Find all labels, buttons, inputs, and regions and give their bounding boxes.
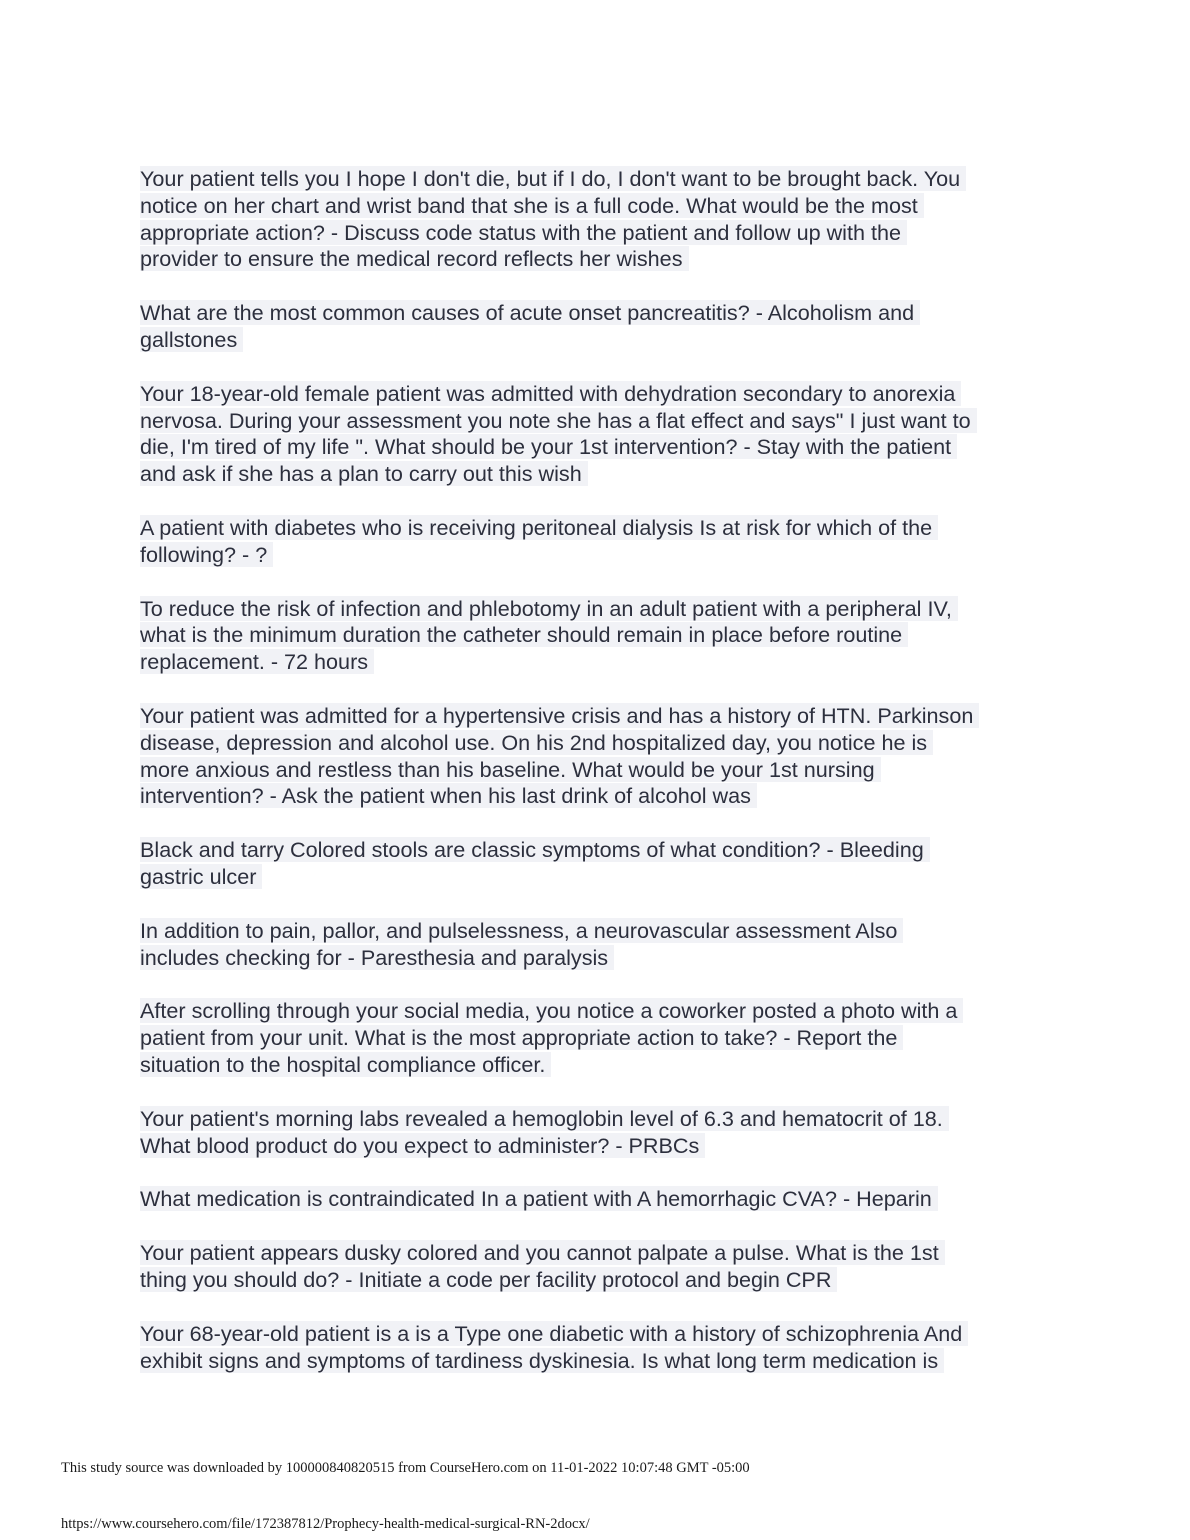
qa-line-text: exhibit signs and symptoms of tardiness dyskinesia. Is what long term medication is: [140, 1348, 944, 1373]
qa-line-text: What blood product do you expect to administer? - PRBCs: [140, 1133, 705, 1158]
qa-line-text: provider to ensure the medical record reflects her wishes: [140, 246, 689, 271]
qa-line: [140, 596, 1050, 623]
qa-line: [140, 1186, 1050, 1213]
qa-line: [140, 1133, 1050, 1160]
qa-item: [140, 515, 1050, 569]
qa-line-text: more anxious and restless than his baseline. What would be your 1st nursing: [140, 757, 881, 782]
qa-line-text: Your patient tells you I hope I don't die, but if I do, I don't want to be brought back. You: [140, 166, 966, 191]
qa-line-text: Your patient was admitted for a hypertensive crisis and has a history of HTN. Parkinson: [140, 703, 979, 728]
qa-line-text: notice on her chart and wrist band that she is a full code. What would be the most: [140, 193, 924, 218]
qa-line-text: Your 68-year-old patient is a is a Type one diabetic with a history of schizophrenia And: [140, 1321, 968, 1346]
qa-item: [140, 1321, 1050, 1375]
qa-line: [140, 1052, 1050, 1079]
qa-line: [140, 1106, 1050, 1133]
qa-item: [140, 381, 1050, 488]
qa-line: [140, 1267, 1050, 1294]
qa-line: [140, 998, 1050, 1025]
qa-item: [140, 703, 1050, 810]
qa-item: [140, 1240, 1050, 1294]
qa-line-text: die, I'm tired of my life ". What should be your 1st intervention? - Stay with the patient: [140, 434, 957, 459]
qa-line: [140, 649, 1050, 676]
qa-line: [140, 434, 1050, 461]
qa-line-text: Black and tarry Colored stools are classic symptoms of what condition? - Bleeding: [140, 837, 930, 862]
qa-line-text: thing you should do? - Initiate a code per facility protocol and begin CPR: [140, 1267, 837, 1292]
qa-line: [140, 166, 1050, 193]
qa-item: [140, 1186, 1050, 1213]
qa-item: [140, 166, 1050, 273]
qa-line-text: After scrolling through your social media, you notice a coworker posted a photo with a: [140, 998, 963, 1023]
source-url-link[interactable]: https://www.coursehero.com/file/172387812/Prophecy-health-medical-surgical-RN-2docx/: [61, 1516, 590, 1532]
qa-line: [140, 381, 1050, 408]
qa-line: [140, 246, 1050, 273]
qa-line: [140, 703, 1050, 730]
qa-line-text: includes checking for - Paresthesia and paralysis: [140, 945, 614, 970]
qa-item: [140, 998, 1050, 1078]
qa-line-text: What medication is contraindicated In a patient with A hemorrhagic CVA? - Heparin: [140, 1186, 938, 1211]
qa-line: [140, 1240, 1050, 1267]
qa-list: [140, 166, 1050, 1401]
qa-line-text: situation to the hospital compliance officer.: [140, 1052, 551, 1077]
qa-line-text: patient from your unit. What is the most appropriate action to take? - Report the: [140, 1025, 903, 1050]
qa-line: [140, 408, 1050, 435]
qa-line: [140, 730, 1050, 757]
qa-line-text: appropriate action? - Discuss code status with the patient and follow up with the: [140, 220, 907, 245]
qa-line: [140, 945, 1050, 972]
download-source-notice: This study source was downloaded by 100000840820515 from CourseHero.com on 11-01-2022 10:07:48 GMT -05:00: [61, 1460, 750, 1476]
qa-item: [140, 918, 1050, 972]
qa-line-text: and ask if she has a plan to carry out this wish: [140, 461, 588, 486]
qa-line-text: gallstones: [140, 327, 243, 352]
qa-line-text: nervosa. During your assessment you note she has a flat effect and says" I just want to: [140, 408, 977, 433]
qa-line: [140, 864, 1050, 891]
qa-line-text: gastric ulcer: [140, 864, 262, 889]
qa-line-text: what is the minimum duration the catheter should remain in place before routine: [140, 622, 908, 647]
qa-line: [140, 783, 1050, 810]
qa-line-text: Your patient appears dusky colored and you cannot palpate a pulse. What is the 1st: [140, 1240, 945, 1265]
qa-line: [140, 1321, 1050, 1348]
qa-line: [140, 837, 1050, 864]
qa-line: [140, 542, 1050, 569]
qa-line-text: What are the most common causes of acute onset pancreatitis? - Alcoholism and: [140, 300, 920, 325]
qa-line: [140, 1025, 1050, 1052]
qa-line: [140, 300, 1050, 327]
qa-line-text: Your patient's morning labs revealed a hemoglobin level of 6.3 and hematocrit of 18.: [140, 1106, 949, 1131]
qa-line: [140, 515, 1050, 542]
qa-item: [140, 300, 1050, 354]
qa-item: [140, 837, 1050, 891]
qa-line-text: A patient with diabetes who is receiving peritoneal dialysis Is at risk for which of the: [140, 515, 938, 540]
qa-item: [140, 1106, 1050, 1160]
qa-line: [140, 757, 1050, 784]
qa-line-text: following? - ?: [140, 542, 273, 567]
qa-line-text: disease, depression and alcohol use. On his 2nd hospitalized day, you notice he is: [140, 730, 933, 755]
qa-line: [140, 193, 1050, 220]
qa-line: [140, 622, 1050, 649]
qa-line: [140, 327, 1050, 354]
qa-line: [140, 461, 1050, 488]
qa-line: [140, 220, 1050, 247]
qa-line: [140, 918, 1050, 945]
qa-line-text: Your 18-year-old female patient was admitted with dehydration secondary to anorexia: [140, 381, 961, 406]
qa-item: [140, 596, 1050, 676]
qa-line-text: In addition to pain, pallor, and pulselessness, a neurovascular assessment Also: [140, 918, 903, 943]
qa-line: [140, 1348, 1050, 1375]
qa-line-text: intervention? - Ask the patient when his last drink of alcohol was: [140, 783, 757, 808]
qa-line-text: To reduce the risk of infection and phlebotomy in an adult patient with a peripheral IV,: [140, 596, 958, 621]
qa-line-text: replacement. - 72 hours: [140, 649, 374, 674]
